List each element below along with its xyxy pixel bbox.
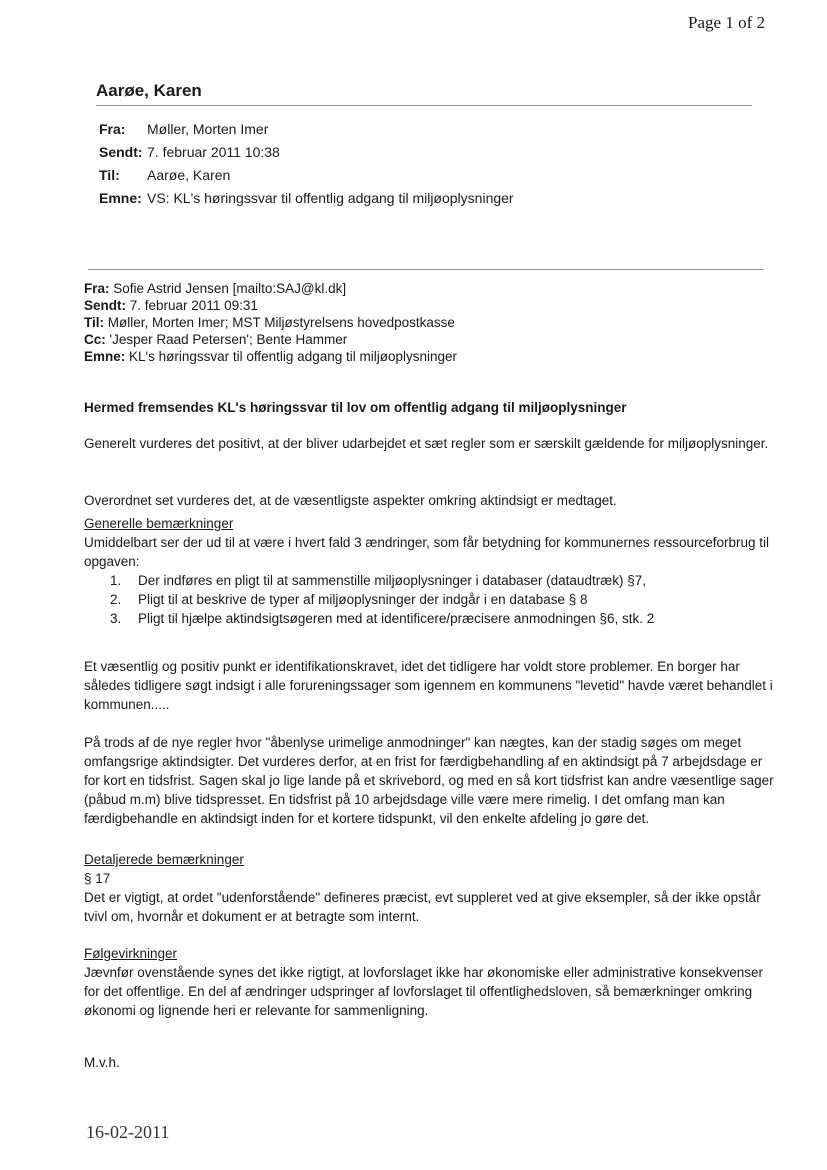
section-general-remarks — [84, 514, 774, 628]
section-consequences-text: Jævnfør ovenstående synes det ikke rigtigt, at lovforslaget ikke har økonomiske eller administrative konsekvenser for det offentlige. En del af ændringer udspringer af lovforslaget til offentlighedsloven, så bemærkninger omkring økonomi og lignende heri er relevante for sammenligning. — [84, 965, 764, 1018]
inner-sent-value: 7. februar 2011 09:31 — [129, 298, 258, 313]
outer-from-label: Fra: — [99, 121, 126, 137]
section-general-title: Generelle bemærkninger — [84, 516, 234, 531]
outer-to-row — [99, 167, 231, 183]
section-detailed-remarks — [84, 850, 774, 926]
outer-from-row — [99, 121, 269, 137]
section-consequences-title: Følgevirkninger — [84, 946, 178, 961]
outer-sent-label: Sendt: — [99, 144, 143, 160]
list-item-text: Der indføres en pligt til at sammenstille miljøoplysninger i databaser (dataudtræk) §7, — [138, 573, 646, 588]
paragraph-overall: Overordnet set vurderes det, at de væsentligste aspekter omkring aktindsigt er medtaget. — [84, 492, 617, 508]
inner-subject-label: Emne: — [84, 349, 126, 364]
changes-list — [84, 571, 774, 628]
inner-cc-value: 'Jesper Raad Petersen'; Bente Hammer — [109, 332, 348, 347]
outer-from-value: Møller, Morten Imer — [147, 121, 269, 137]
inner-from-row — [84, 281, 346, 296]
inner-from-value: Sofie Astrid Jensen [mailto:SAJ@kl.dk] — [113, 281, 347, 296]
inner-cc-label: Cc: — [84, 332, 106, 347]
inner-subject-row — [84, 349, 457, 364]
section-general-intro: Umiddelbart ser der ud til at være i hvert fald 3 ændringer, som får betydning for kommunernes ressourceforbrug til opgaven: — [84, 535, 770, 569]
outer-sent-row — [99, 144, 280, 160]
outer-subject-row — [99, 190, 514, 206]
list-item-text: Pligt til hjælpe aktindsigtsøgeren med at identificere/præcisere anmodningen §6, stk. 2 — [138, 611, 655, 626]
list-item — [84, 590, 774, 609]
section-detailed-text: Det er vigtigt, at ordet "udenforstående" defineres præcist, evt suppleret ved at give eksempler, så der ikke opstår tvivl om, hvornår et dokument er at betragte som internt. — [84, 890, 761, 924]
inner-sent-row — [84, 298, 258, 313]
forward-divider — [88, 269, 764, 270]
inner-to-label: Til: — [84, 315, 104, 330]
section-detailed-ref: § 17 — [84, 871, 111, 886]
list-item-number: 1. — [110, 573, 122, 588]
inner-to-row — [84, 315, 455, 330]
page-number: Page 1 of 2 — [688, 13, 765, 32]
inner-subject-value: KL's høringssvar til offentlig adgang til miljøoplysninger — [129, 349, 458, 364]
outer-to-label: Til: — [99, 167, 120, 183]
list-item-number: 2. — [110, 592, 122, 607]
intro-heading: Hermed fremsendes KL's høringssvar til lov om offentlig adgang til miljøoplysninger — [84, 399, 627, 415]
outer-to-value: Aarøe, Karen — [147, 167, 231, 183]
signoff: M.v.h. — [84, 1054, 120, 1070]
paragraph-general: Generelt vurderes det positivt, at der bliver udarbejdet et sæt regler som er særskilt gældende for miljøoplysninger. — [84, 435, 769, 451]
inner-cc-row — [84, 332, 347, 347]
inner-sent-label: Sendt: — [84, 298, 126, 313]
section-consequences — [84, 944, 774, 1020]
paragraph-identification: Et væsentlig og positiv punkt er identifikationskravet, idet det tidligere har voldt store problemer. En borger har således tidligere søgt indsigt i alle forureningssager som igennem en kommunens "levetid" havde været behandlet i kommunen..... — [84, 658, 773, 712]
inner-from-label: Fra: — [84, 281, 110, 296]
recipient-name: Aarøe, Karen — [96, 81, 202, 100]
paragraph-deadline: På trods af de nye regler hvor "åbenlyse urimelige anmodninger" kan nægtes, kan der stadig søges om meget omfangsrige aktindsigter. Det vurderes derfor, at en frist for færdigbehandling af en aktindsigt på 7 arbejdsdage er for kort en tidsfrist. Sagen skal jo lige lande på et skrivebord, og med en så kort tidsfrist kan andre væsentlige sager (påbud m.m) blive tidspresset. En tidsfrist på 10 arbejdsdage ville være mere rimelig. I det omfang man kan færdigbehandle en aktindsigt inden for et kortere tidspunkt, vil den enkelte afdeling jo gøre det. — [84, 734, 774, 826]
outer-subject-label: Emne: — [99, 190, 142, 206]
list-item — [84, 609, 774, 628]
list-item-text: Pligt til at beskrive de typer af miljøoplysninger der indgår i en database § 8 — [138, 592, 588, 607]
outer-sent-value: 7. februar 2011 10:38 — [147, 144, 280, 160]
header-divider — [96, 105, 752, 106]
inner-to-value: Møller, Morten Imer; MST Miljøstyrelsens hovedpostkasse — [107, 315, 455, 330]
section-detailed-title: Detaljerede bemærkninger — [84, 852, 244, 867]
footer-date-stamp: 16-02-2011 — [86, 1122, 170, 1142]
list-item-number: 3. — [110, 611, 122, 626]
outer-subject-value: VS: KL's høringssvar til offentlig adgang til miljøoplysninger — [147, 190, 514, 206]
list-item — [84, 571, 774, 590]
